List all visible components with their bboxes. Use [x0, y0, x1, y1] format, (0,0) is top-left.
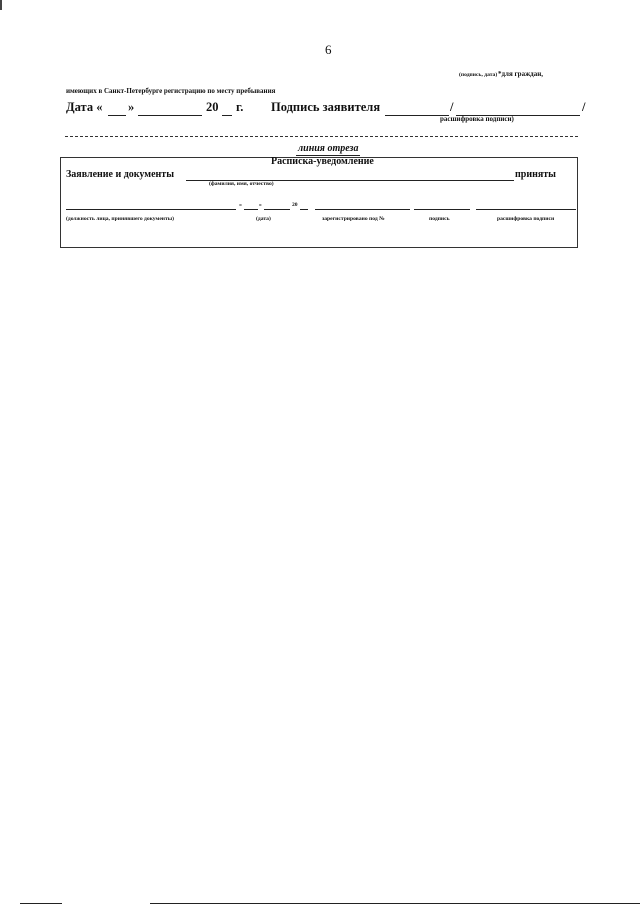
cut-line	[65, 136, 578, 137]
signature-date-note: (подпись, дата)	[459, 72, 498, 78]
accepted-label: приняты	[515, 169, 556, 180]
registered-caption: зарегистрировано под №	[322, 216, 385, 222]
receiver-decoding-blank[interactable]	[476, 209, 576, 210]
signature-slash: /	[450, 100, 454, 114]
year-blank[interactable]	[222, 115, 232, 116]
receipt-date-close-quote: »	[259, 202, 262, 208]
receipt-year-blank[interactable]	[300, 209, 308, 210]
signature-caption: подпись	[429, 216, 450, 222]
position-caption: (должность лица, принявшего документы)	[66, 216, 175, 222]
registration-number-blank[interactable]	[315, 209, 410, 210]
page-number: 6	[325, 42, 332, 57]
citizens-note-line-2: имеющих в Санкт-Петербурге регистрацию по месту пребывания	[66, 87, 276, 95]
left-edge-mark	[0, 0, 2, 10]
signature-slash-end: /	[582, 100, 586, 114]
receipt-month-blank[interactable]	[264, 209, 290, 210]
receipt-title: Расписка-уведомление	[271, 156, 374, 167]
position-blank[interactable]	[66, 209, 236, 210]
date-caption: (дата)	[256, 216, 271, 222]
bottom-scan-line-right	[150, 903, 640, 904]
year-suffix: г.	[236, 100, 244, 114]
date-close-quote: »	[128, 100, 135, 114]
date-day-blank[interactable]	[108, 115, 126, 116]
cut-line-label: линия отреза	[298, 143, 359, 154]
receipt-year-prefix: 20	[292, 202, 298, 208]
signature-decoding-caption: расшифровка подписи)	[440, 115, 514, 123]
date-month-blank[interactable]	[138, 115, 202, 116]
receipt-date-open-quote: «	[239, 202, 242, 208]
receipt-day-blank[interactable]	[244, 209, 258, 210]
receiver-signature-blank[interactable]	[414, 209, 470, 210]
date-label: Дата «	[66, 100, 103, 114]
fio-caption: (фамилия, имя, отчество)	[209, 181, 274, 187]
citizens-note: *для граждан,	[498, 70, 543, 78]
year-prefix: 20	[206, 100, 219, 114]
decoding-caption: расшифровка подписи	[497, 216, 555, 222]
documents-label: Заявление и документы	[66, 169, 175, 180]
bottom-scan-line-left	[20, 903, 62, 904]
applicant-signature-label: Подпись заявителя	[271, 100, 381, 114]
